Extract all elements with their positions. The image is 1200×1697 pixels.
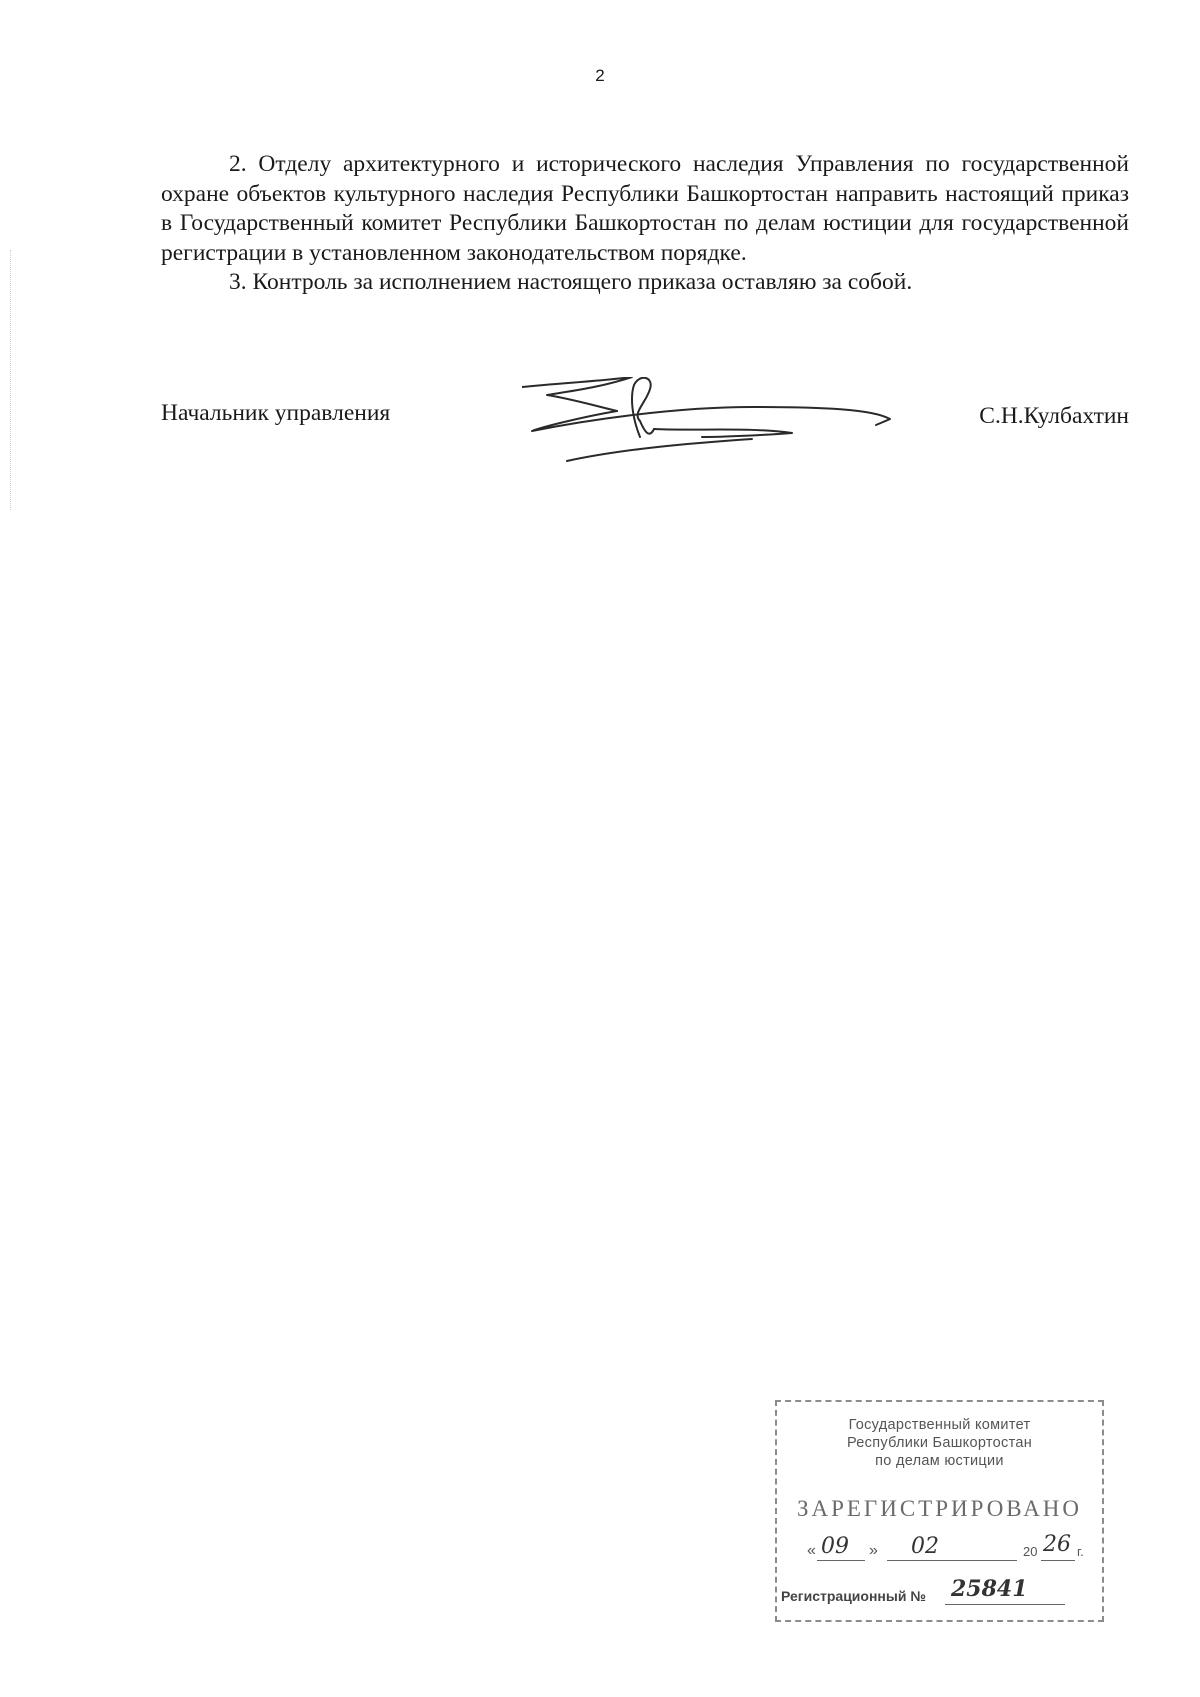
paragraph-3: 3. Контроль за исполнением настоящего приказа оставляю за собой. — [229, 269, 913, 295]
stamp-reg-label: Регистрационный № — [781, 1588, 926, 1604]
stamp-organization — [777, 1416, 1102, 1470]
stamp-registration-number — [781, 1576, 1091, 1612]
stamp-quote-open: « — [807, 1542, 816, 1559]
stamp-reg-number: 25841 — [951, 1576, 1028, 1602]
page-number: 2 — [595, 66, 605, 85]
stamp-year-prefix: 20 — [1023, 1544, 1038, 1559]
paragraph-2: 2. Отделу архитектурного и исторического наследия Управления по государственной охране объектов культурного наследия Республики Башкортостан направить настоящий приказ в Государственный комитет Республики Башкортостан по делам юстиции для государственной регистрации в установленном законодательством порядке. — [161, 151, 1129, 266]
scan-margin-artifact — [10, 250, 13, 510]
position-title: Начальник управления — [161, 400, 391, 426]
stamp-day: 09 — [821, 1534, 849, 1559]
stamp-org-line: Республики Башкортостан — [846, 1435, 1033, 1451]
stamp-quote-close: » — [869, 1542, 878, 1559]
signer-name: С.Н.Кулбахтин — [979, 403, 1129, 429]
stamp-org-line: Государственный комитет — [848, 1417, 1031, 1433]
stamp-month: 02 — [911, 1534, 939, 1559]
stamp-year-unit: г. — [1077, 1544, 1084, 1559]
stamp-status: ЗАРЕГИСТРИРОВАНО — [796, 1496, 1083, 1521]
stamp-year: 26 — [1043, 1532, 1071, 1557]
registration-stamp — [775, 1400, 1104, 1622]
stamp-org-line: по делам юстиции — [875, 1453, 1004, 1469]
document-body — [161, 150, 1129, 298]
handwritten-signature — [522, 377, 922, 467]
stamp-date — [807, 1534, 1092, 1566]
